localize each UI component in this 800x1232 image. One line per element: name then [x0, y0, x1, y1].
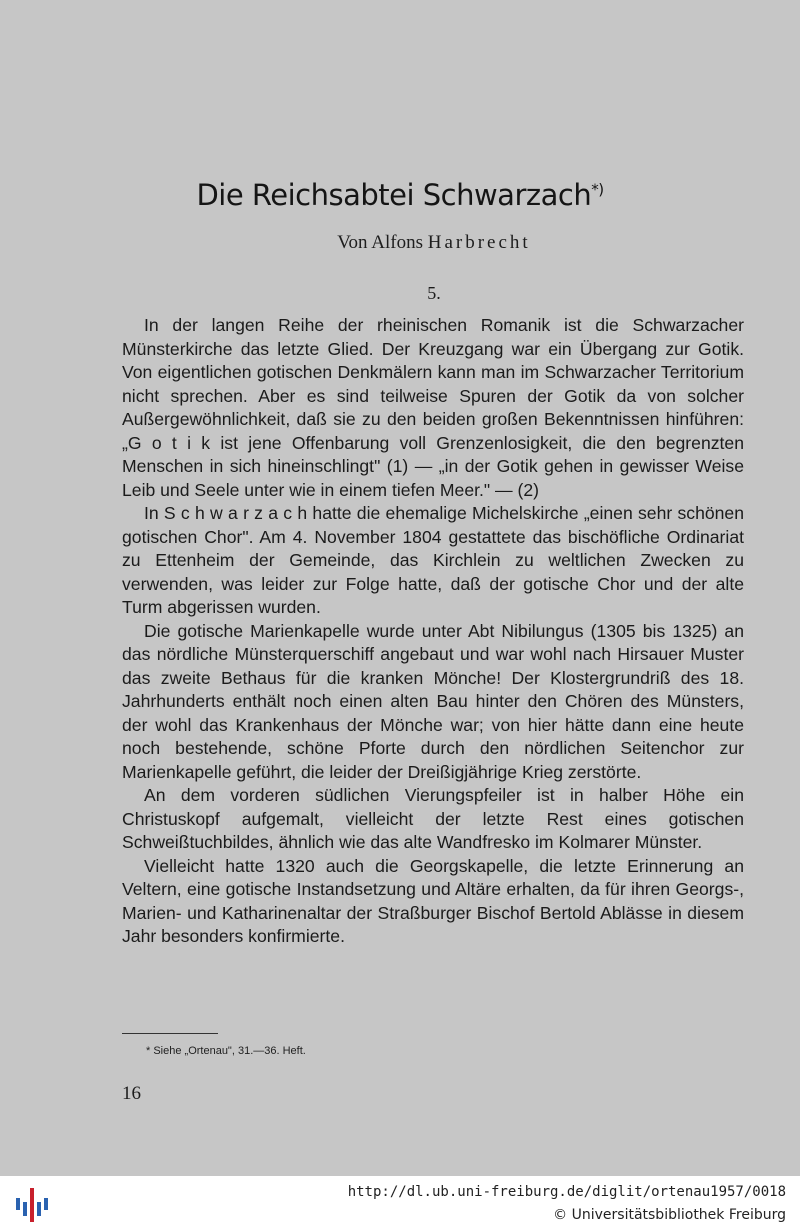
- footnote: * Siehe „Ortenau", 31.—36. Heft.: [146, 1045, 306, 1057]
- paragraph: Vielleicht hatte 1320 auch die Georgskapelle, die letzte Erinnerung an Veltern, eine gotische Instandsetzung und Altäre erhalten, da für ihren Georgs-, Marien- und Katharinenaltar der Straßburger Bischof Bertold Ablässe in diesem Jahr besonders konfirmierte.: [122, 855, 744, 946]
- section-number: 5.: [427, 283, 441, 303]
- source-url-link[interactable]: http://dl.ub.uni-freiburg.de/diglit/ortenau1957/0018: [347, 1184, 786, 1200]
- paragraph: An dem vorderen südlichen Vierungspfeiler ist in halber Höhe ein Christuskopf aufgemalt, vielleicht der letzte Rest eines gotischen Schweißtuchbildes, ähnlich wie das alte Wandfresko im Kolmarer Münster.: [122, 785, 744, 852]
- paragraph: In der langen Reihe der rheinischen Romanik ist die Schwarzacher Münsterkirche das letzte Glied. Der Kreuzgang war ein Übergang zur Gotik. Von eigentlichen gotischen Denkmälern kann man im Schwarzacher Territorium nicht sprechen. Aber es sind teilweise Spuren der Gotik da von solcher Außergewöhnlichkeit, daß sie zu den beiden großen Bekenntnissen hinführen: „G o t i k ist jene Offenbarung voll Grenzenlosigkeit, die den begrenzten Menschen in sich hineinschlingt" (1) — „in der Gotik gehen in gewisser Weise Leib und Seele unter wie in einem tiefen Meer." — (2): [122, 315, 744, 500]
- title-footnote-marker: *): [591, 180, 604, 199]
- author-line: [0, 232, 800, 254]
- ub-freiburg-logo-icon: [12, 1184, 52, 1224]
- copyright-text: © Universitätsbibliothek Freiburg: [553, 1207, 786, 1223]
- page-number: 16: [122, 1083, 141, 1104]
- author-surname: Harbrecht: [427, 232, 531, 253]
- paragraph: In S c h w a r z a c h hatte die ehemalige Michelskirche „einen sehr schönen gotischen Chor". Am 4. November 1804 gestattete das bischöfliche Ordinariat zu Ettenheim der Gemeinde, das Kirchlein zu weltlichen Zwecken zu verwenden, was leider zur Folge hatte, daß der gotische Chor und der alte Turm abgerissen wurden.: [122, 503, 744, 617]
- author-prefix: Von Alfons: [337, 232, 428, 253]
- footer-bar: [0, 1176, 800, 1232]
- title-text: Die Reichsabtei Schwarzach: [196, 178, 592, 212]
- body-text: [122, 314, 744, 949]
- paragraph: Die gotische Marienkapelle wurde unter Abt Nibilungus (1305 bis 1325) an das nördliche Münsterquerschiff angebaut und war wohl nach Hirsauer Muster das zweite Bethaus für die kranken Mönche! Der Klostergrundriß des 18. Jahrhunderts enthält noch einen alten Bau hinter den Chören des Münsters, der wohl das Krankenhaus der Mönche war; von hier hätte dann eine heute noch bestehende, schöne Pforte durch den nördlichen Seitenchor zur Marienkapelle geführt, die leider der Dreißigjährige Krieg zerstörte.: [122, 620, 744, 782]
- footnote-divider: [122, 1033, 218, 1034]
- article-title: [0, 178, 800, 212]
